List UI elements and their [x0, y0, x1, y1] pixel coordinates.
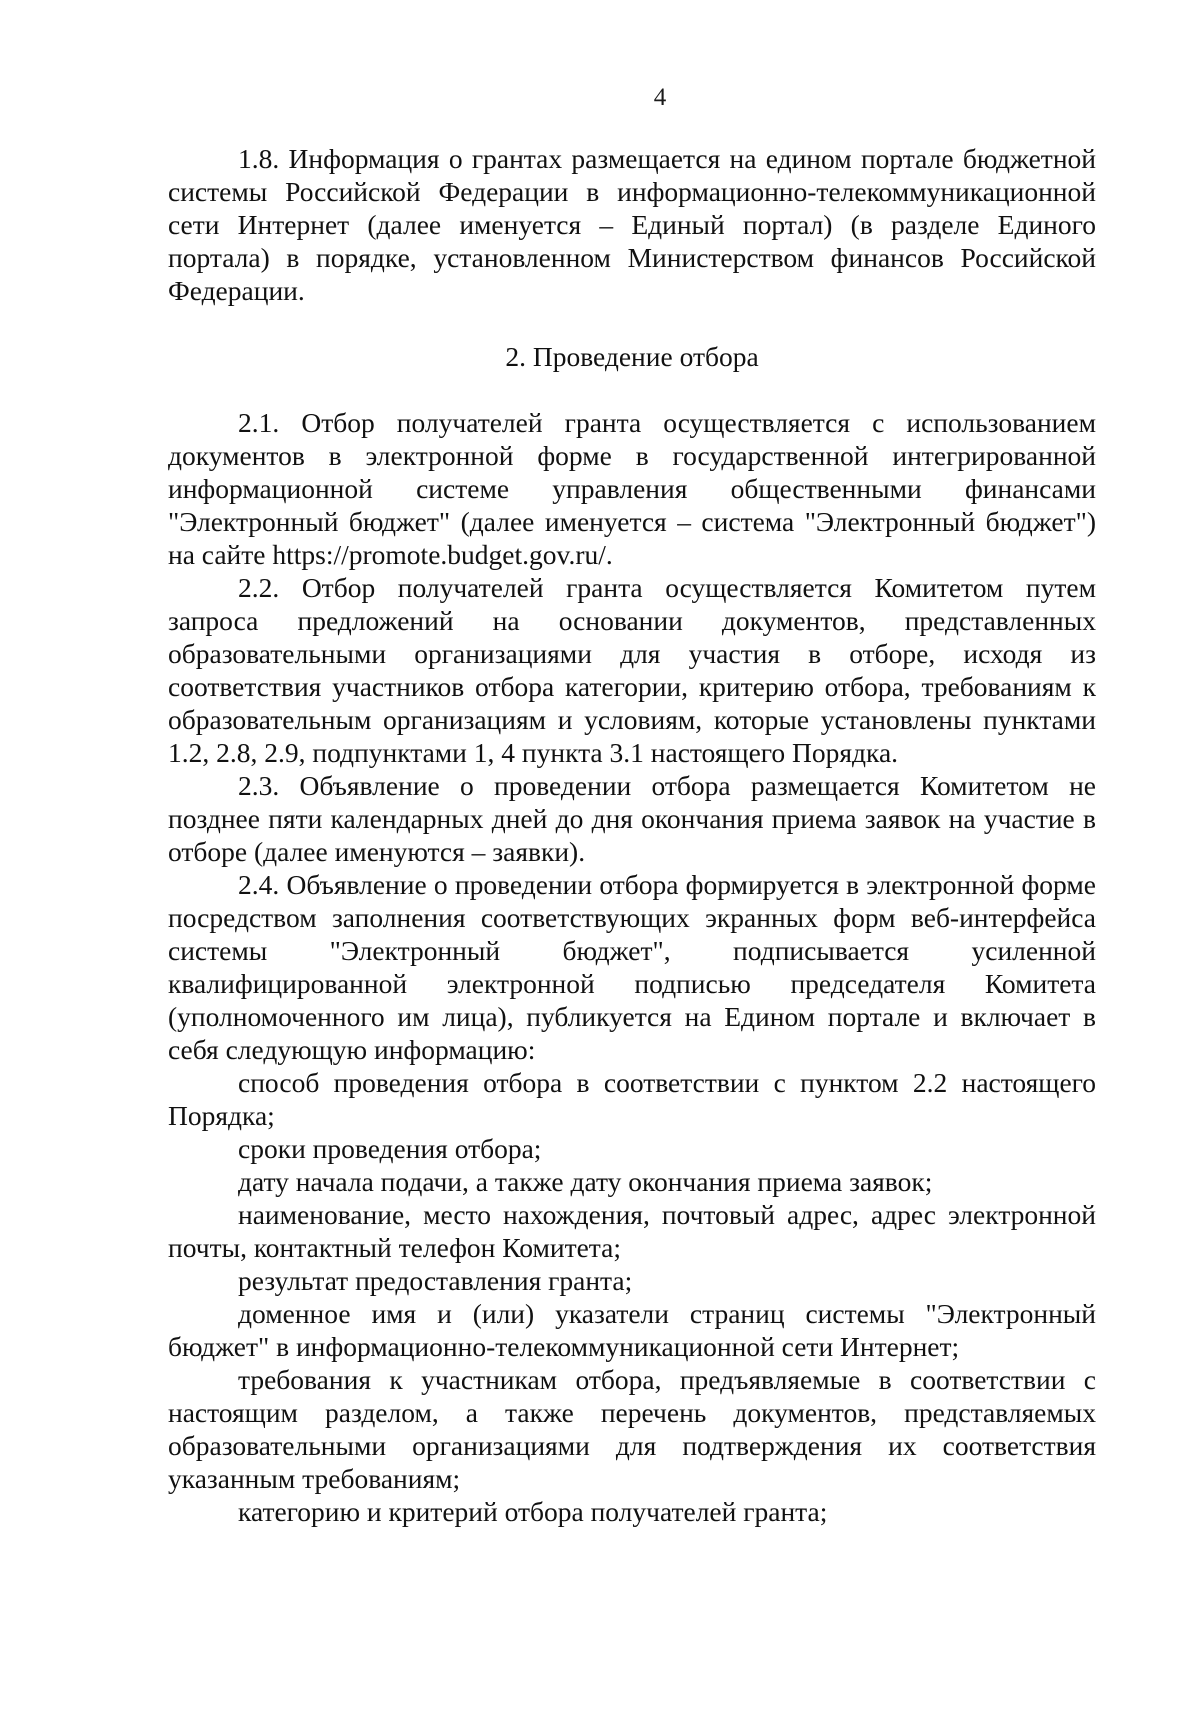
list-item: дату начала подачи, а также дату окончания приема заявок; — [238, 1166, 933, 1197]
list-item: результат предоставления гранта; — [238, 1265, 633, 1296]
list-item: категорию и критерий отбора получателей гранта; — [238, 1496, 828, 1527]
list-item: требования к участникам отбора, предъявляемые в соответствии с настоящим разделом, а также перечень документов, представляемых образовательными организациями для подтверждения их соответствия указанным требованиям; — [168, 1364, 1096, 1494]
section-heading: 2. Проведение отбора — [505, 341, 759, 372]
list-item: способ проведения отбора в соответствии с пунктом 2.2 настоящего Порядка; — [168, 1067, 1096, 1131]
paragraph-2-4: 2.4. Объявление о проведении отбора формируется в электронной форме посредством заполнения соответствующих экранных форм веб-интерфейса системы "Электронный бюджет", подписывается усиленной квалифицированной электронной подписью председателя Комитета (уполномоченного им лица), публикуется на Едином портале и включает в себя следующую информацию: — [168, 869, 1096, 1065]
list-item: сроки проведения отбора; — [238, 1133, 542, 1164]
paragraph-2-1: 2.1. Отбор получателей гранта осуществляется с использованием документов в электронной форме в государственной интегрированной информационной системе управления общественными финансами "Электронный бюджет" (далее именуется – система "Электронный бюджет") на сайте https://promote.budget.gov.ru/. — [168, 407, 1096, 570]
list-item: наименование, место нахождения, почтовый адрес, адрес электронной почты, контактный телефон Комитета; — [168, 1199, 1096, 1263]
paragraph-2-2: 2.2. Отбор получателей гранта осуществляется Комитетом путем запроса предложений на основании документов, представленных образовательными организациями для участия в отборе, исходя из соответствия участников отбора категории, критерию отбора, требованиям к образовательным организациям и условиям, которые установлены пунктами 1.2, 2.8, 2.9, подпунктами 1, 4 пункта 3.1 настоящего Порядка. — [168, 572, 1096, 768]
paragraph-1-8: 1.8. Информация о грантах размещается на едином портале бюджетной системы Российской Федерации в информационно-телекоммуникационной сети Интернет (далее именуется – Единый портал) (в разделе Единого портала) в порядке, установленном Министерством финансов Российской Федерации. — [168, 143, 1096, 306]
document-body — [168, 142, 1096, 1528]
list-item: доменное имя и (или) указатели страниц системы "Электронный бюджет" в информационно-телекоммуникационной сети Интернет; — [168, 1298, 1096, 1362]
paragraph-2-3: 2.3. Объявление о проведении отбора размещается Комитетом не позднее пяти календарных дней до дня окончания приема заявок на участие в отборе (далее именуются – заявки). — [168, 770, 1096, 867]
page-number: 4 — [653, 84, 667, 111]
